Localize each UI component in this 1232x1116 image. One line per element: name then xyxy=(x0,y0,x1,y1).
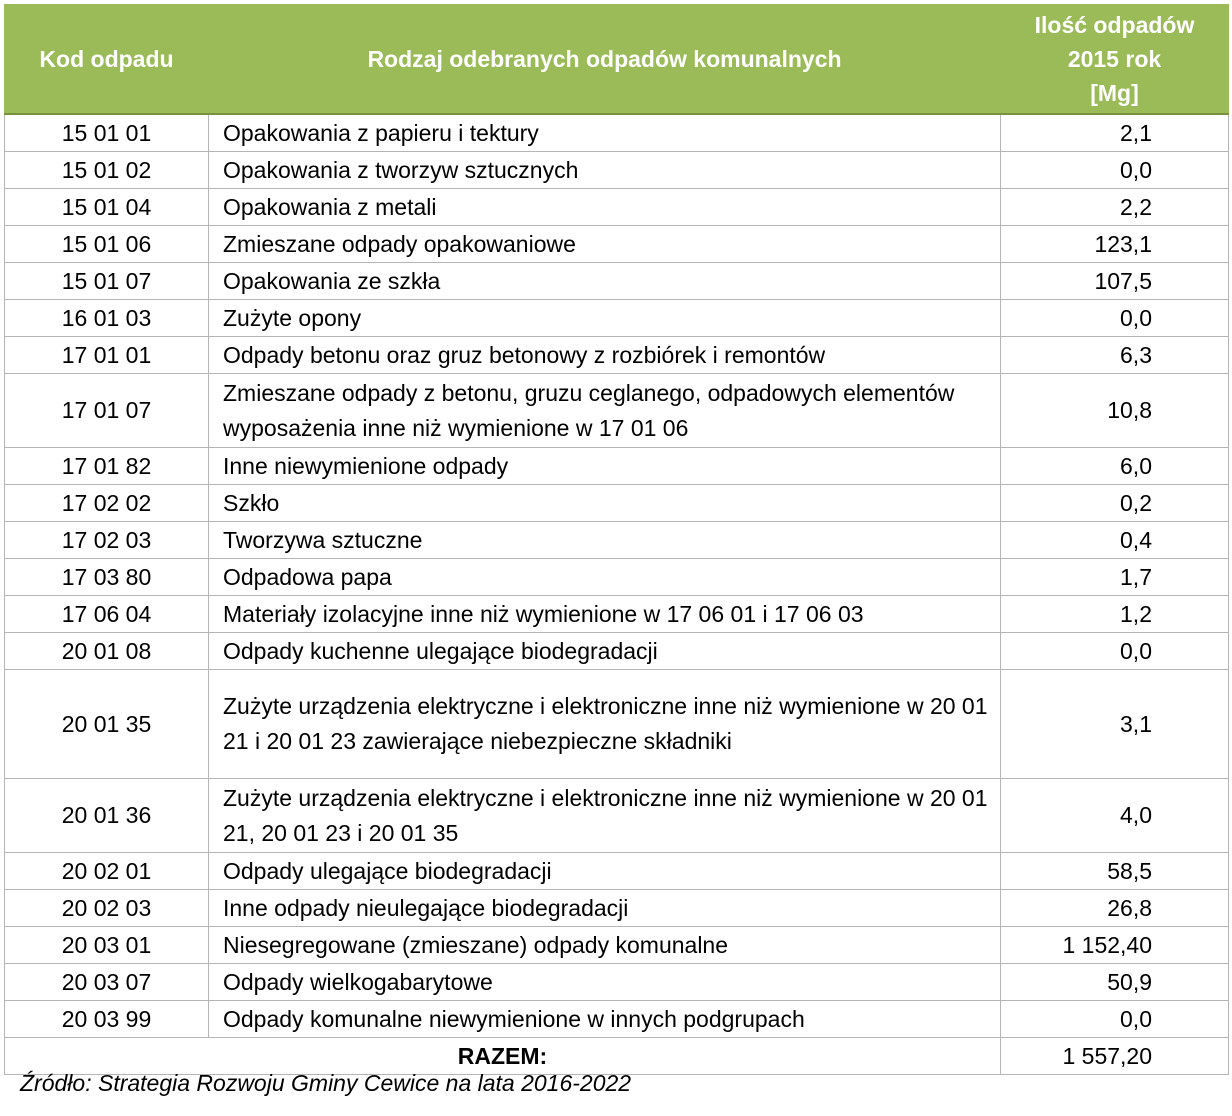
cell-code: 17 01 82 xyxy=(5,448,209,485)
cell-type: Zmieszane odpady opakowaniowe xyxy=(209,226,1001,263)
cell-type: Zużyte opony xyxy=(209,300,1001,337)
table-row xyxy=(5,189,1229,226)
cell-qty: 6,0 xyxy=(1001,448,1229,485)
table-header-row xyxy=(5,5,1229,115)
table-row xyxy=(5,890,1229,927)
header-qty-line2: 2015 rok xyxy=(1067,46,1162,72)
cell-qty: 0,0 xyxy=(1001,152,1229,189)
cell-code: 20 02 03 xyxy=(5,890,209,927)
cell-code: 20 03 01 xyxy=(5,927,209,964)
cell-qty: 1,2 xyxy=(1001,596,1229,633)
cell-type: Odpady ulegające biodegradacji xyxy=(209,853,1001,890)
table-row xyxy=(5,337,1229,374)
table-row xyxy=(5,670,1229,779)
cell-code: 15 01 07 xyxy=(5,263,209,300)
cell-type: Materiały izolacyjne inne niż wymienione w 17 06 01 i 17 06 03 xyxy=(209,596,1001,633)
cell-code: 17 03 80 xyxy=(5,559,209,596)
cell-code: 17 01 07 xyxy=(5,374,209,448)
table-row xyxy=(5,485,1229,522)
waste-table-container xyxy=(4,4,1228,1075)
cell-type: Opakowania z papieru i tektury xyxy=(209,114,1001,152)
cell-type: Odpady komunalne niewymienione w innych podgrupach xyxy=(209,1001,1001,1038)
cell-type: Odpady betonu oraz gruz betonowy z rozbiórek i remontów xyxy=(209,337,1001,374)
source-note: Źródło: Strategia Rozwoju Gminy Cewice na lata 2016-2022 xyxy=(20,1070,632,1096)
cell-code: 20 01 08 xyxy=(5,633,209,670)
cell-code: 20 03 07 xyxy=(5,964,209,1001)
cell-qty: 1 152,40 xyxy=(1001,927,1229,964)
table-row xyxy=(5,448,1229,485)
cell-code: 20 01 36 xyxy=(5,779,209,853)
cell-qty: 4,0 xyxy=(1001,779,1229,853)
cell-qty: 0,2 xyxy=(1001,485,1229,522)
cell-code: 16 01 03 xyxy=(5,300,209,337)
total-row xyxy=(5,1038,1229,1075)
table-row xyxy=(5,633,1229,670)
cell-type: Opakowania z metali xyxy=(209,189,1001,226)
header-qty-line3: [Mg] xyxy=(1090,80,1139,106)
table-row xyxy=(5,522,1229,559)
header-code: Kod odpadu xyxy=(5,5,209,115)
table-row xyxy=(5,1001,1229,1038)
cell-qty: 58,5 xyxy=(1001,853,1229,890)
cell-type: Tworzywa sztuczne xyxy=(209,522,1001,559)
cell-type: Szkło xyxy=(209,485,1001,522)
cell-type: Zmieszane odpady z betonu, gruzu ceglanego, odpadowych elementów wyposażenia inne niż wymienione w 17 01 06 xyxy=(209,374,1001,448)
cell-qty: 2,2 xyxy=(1001,189,1229,226)
cell-qty: 6,3 xyxy=(1001,337,1229,374)
cell-qty: 10,8 xyxy=(1001,374,1229,448)
table-row xyxy=(5,779,1229,853)
cell-qty: 0,0 xyxy=(1001,300,1229,337)
cell-qty: 123,1 xyxy=(1001,226,1229,263)
cell-code: 15 01 02 xyxy=(5,152,209,189)
cell-qty: 50,9 xyxy=(1001,964,1229,1001)
cell-code: 20 02 01 xyxy=(5,853,209,890)
table-row xyxy=(5,596,1229,633)
cell-code: 17 01 01 xyxy=(5,337,209,374)
cell-qty: 1,7 xyxy=(1001,559,1229,596)
total-qty: 1 557,20 xyxy=(1001,1038,1229,1075)
cell-type: Odpady kuchenne ulegające biodegradacji xyxy=(209,633,1001,670)
table-row xyxy=(5,927,1229,964)
cell-code: 15 01 01 xyxy=(5,114,209,152)
cell-type: Inne niewymienione odpady xyxy=(209,448,1001,485)
table-row xyxy=(5,853,1229,890)
cell-type: Opakowania ze szkła xyxy=(209,263,1001,300)
cell-code: 15 01 04 xyxy=(5,189,209,226)
table-row xyxy=(5,300,1229,337)
table-row xyxy=(5,263,1229,300)
cell-type: Zużyte urządzenia elektryczne i elektroniczne inne niż wymienione w 20 01 21 i 20 01 23 zawierające niebezpieczne składniki xyxy=(209,670,1001,779)
table-body xyxy=(5,114,1229,1075)
header-qty-line1: Ilość odpadów xyxy=(1034,12,1195,38)
cell-type: Zużyte urządzenia elektryczne i elektroniczne inne niż wymienione w 20 01 21, 20 01 23 i 20 01 35 xyxy=(209,779,1001,853)
cell-qty: 0,0 xyxy=(1001,1001,1229,1038)
cell-qty: 0,4 xyxy=(1001,522,1229,559)
cell-type: Opakowania z tworzyw sztucznych xyxy=(209,152,1001,189)
header-type: Rodzaj odebranych odpadów komunalnych xyxy=(209,5,1001,115)
cell-code: 20 03 99 xyxy=(5,1001,209,1038)
cell-qty: 3,1 xyxy=(1001,670,1229,779)
table-row xyxy=(5,559,1229,596)
cell-code: 17 02 02 xyxy=(5,485,209,522)
table-row xyxy=(5,226,1229,263)
table-row xyxy=(5,152,1229,189)
cell-code: 17 06 04 xyxy=(5,596,209,633)
table-row xyxy=(5,374,1229,448)
cell-qty: 107,5 xyxy=(1001,263,1229,300)
waste-table xyxy=(4,4,1229,1075)
cell-code: 20 01 35 xyxy=(5,670,209,779)
cell-qty: 2,1 xyxy=(1001,114,1229,152)
total-label: RAZEM: xyxy=(5,1038,1001,1075)
cell-type: Niesegregowane (zmieszane) odpady komunalne xyxy=(209,927,1001,964)
cell-type: Inne odpady nieulegające biodegradacji xyxy=(209,890,1001,927)
cell-type: Odpady wielkogabarytowe xyxy=(209,964,1001,1001)
cell-qty: 0,0 xyxy=(1001,633,1229,670)
cell-type: Odpadowa papa xyxy=(209,559,1001,596)
cell-code: 17 02 03 xyxy=(5,522,209,559)
table-row xyxy=(5,114,1229,152)
cell-qty: 26,8 xyxy=(1001,890,1229,927)
table-row xyxy=(5,964,1229,1001)
header-qty xyxy=(1001,5,1229,115)
cell-code: 15 01 06 xyxy=(5,226,209,263)
